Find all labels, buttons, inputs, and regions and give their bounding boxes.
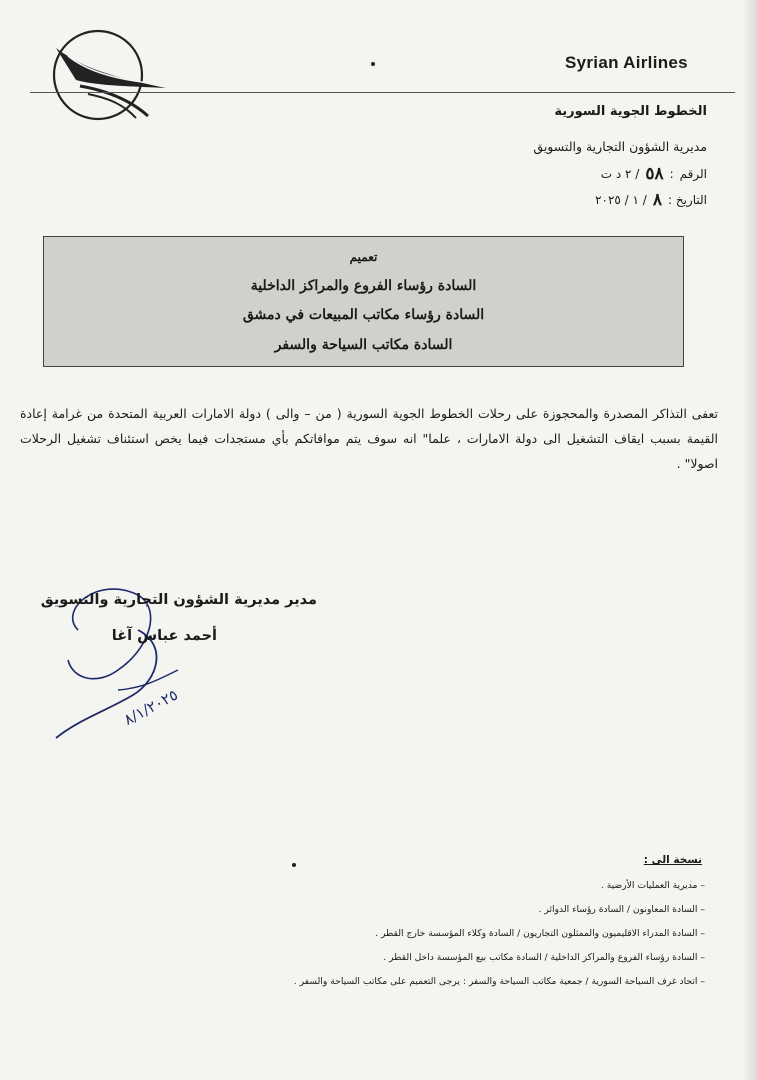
scan-dot (292, 863, 296, 867)
scan-shadow (742, 0, 757, 1080)
reference-handwritten: ٥٨ (645, 164, 664, 184)
list-item: – السادة المعاونون / السادة رؤساء الدوائر . (538, 904, 705, 915)
organization-name: الخطوط الجوية السورية (554, 104, 707, 119)
scan-dot (371, 62, 375, 66)
recipient-line: السادة مكاتب السياحة والسفر (274, 337, 453, 354)
date-label: التاريخ : (667, 193, 707, 207)
signatory-name: أحمد عباس آغا (111, 628, 217, 644)
circular-box (43, 236, 684, 367)
body-paragraph: تعفى التذاكر المصدرة والمحجوزة على رحلات الخطوط الجوية السورية ( من – والى ) دولة الامارات العربية المتحدة من غرامة إعادة القيمة بسبب ايقاف التشغيل الى دولة الامارات ، علما" انه سوف يتم موافاتكم بأي مستجدات فيما يخص استئناف تشغيل الرحلات اصولا" . (20, 406, 718, 471)
list-item: – مديرية العمليات الأرضية . (600, 880, 705, 891)
copies-label: نسخة الى : (643, 854, 702, 866)
header-rule (30, 92, 735, 93)
letter-date (595, 190, 707, 210)
list-item: – السادة رؤساء الفروع والمراكز الداخلية / السادة مكاتب بيع المؤسسة داخل القطر . (383, 952, 705, 963)
airline-name: Syrian Airlines (565, 53, 688, 72)
circular-title: تعميم (349, 249, 378, 264)
date-suffix: / ١ / ٢٠٢٥ (595, 193, 647, 207)
date-handwritten: ٨ (652, 190, 662, 210)
handwritten-date: ٨/١/٢٠٢٥ (120, 685, 181, 729)
department-name: مديرية الشؤون التجارية والتسويق (533, 139, 707, 154)
reference-number: الرقم : ٥٨ / ٢ د ت (600, 164, 707, 184)
recipient-line: السادة رؤساء مكاتب المبيعات في دمشق (242, 307, 485, 324)
list-item: – اتحاد غرف السياحة السورية / جمعية مكاتب السياحة والسفر : يرجى التعميم على مكاتب السياحة والسفر . (293, 976, 705, 987)
copies-list (45, 874, 705, 994)
recipient-line: السادة رؤساء الفروع والمراكز الداخلية (250, 277, 477, 294)
reference-label: الرقم (679, 167, 707, 181)
reference-suffix: / ٢ د ت (600, 167, 640, 181)
signatory-title: مدير مديرية الشؤون التجارية والتسويق (40, 592, 317, 608)
list-item: – السادة المدراء الاقليميون والممثلون التجاريون / السادة وكلاء المؤسسة خارج القطر . (375, 928, 705, 939)
syrian-airlines-logo (28, 28, 168, 123)
